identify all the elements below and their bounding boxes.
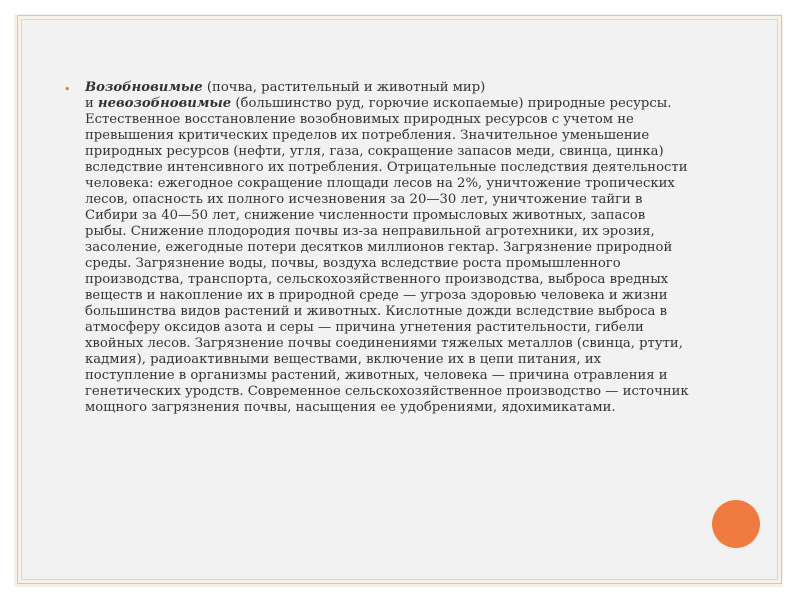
text-line-2: [85, 96, 715, 112]
text-line: большинства видов растений и животных. Кислотные дожди вследствие выброса в: [85, 304, 668, 319]
text-line: мощного загрязнения почвы, насыщения ее удобрениями, ядохимикатами.: [85, 400, 616, 415]
text-line: Сибири за 40—50 лет, снижение численности промысловых животных, запасов: [85, 208, 646, 223]
text-fragment: (большинство руд, горючие ископаемые) природные ресурсы.: [231, 96, 672, 111]
decorative-orange-circle: [712, 500, 760, 548]
text-line: превышения критических пределов их потребления. Значительное уменьшение: [85, 128, 650, 143]
text-line: производства, транспорта, сельскохозяйственного производства, выброса вредных: [85, 272, 669, 287]
text-line: хвойных лесов. Загрязнение почвы соединениями тяжелых металлов (свинца, ртути,: [85, 336, 683, 351]
text-line: рыбы. Снижение плодородия почвы из-за неправильной агротехники, их эрозия,: [85, 224, 655, 239]
text-line: вследствие интенсивного их потребления. Отрицательные последствия деятельности: [85, 160, 688, 175]
text-line: веществ и накопление их в природной среде — угроза здоровью человека и жизни: [85, 288, 668, 303]
text-line: засоление, ежегодные потери десятков миллионов гектар. Загрязнение природной: [85, 240, 673, 255]
text-line: среды. Загрязнение воды, почвы, воздуха вследствие роста промышленного: [85, 256, 621, 271]
text-line: природных ресурсов (нефти, угля, газа, сокращение запасов меди, свинца, цинка): [85, 144, 664, 159]
text-line: атмосферу оксидов азота и серы — причина угнетения растительности, гибели: [85, 320, 644, 335]
text-line-1: [85, 80, 715, 96]
keyword-nonrenewable: невозобновимые: [97, 96, 232, 111]
text-line: генетических уродств. Современное сельскохозяйственное производство — источник: [85, 384, 689, 399]
text-line: поступление в организмы растений, животных, человека — причина отравления и: [85, 368, 668, 383]
text-line: человека: ежегодное сокращение площади лесов на 2%, уничтожение тропических: [85, 176, 675, 191]
keyword-renewable: Возобновимые: [85, 80, 203, 95]
body-paragraph: [85, 80, 715, 416]
text-line: лесов, опасность их полного исчезновения за 20—30 лет, уничтожение тайги в: [85, 192, 643, 207]
text-line: Естественное восстановление возобновимых природных ресурсов с учетом не: [85, 112, 634, 127]
bullet-icon: •: [64, 83, 71, 96]
text-line: кадмия), радиоактивными веществами, включение их в цепи питания, их: [85, 352, 602, 367]
text-fragment: (почва, растительный и животный мир): [202, 80, 486, 95]
text-fragment: и: [85, 96, 98, 111]
